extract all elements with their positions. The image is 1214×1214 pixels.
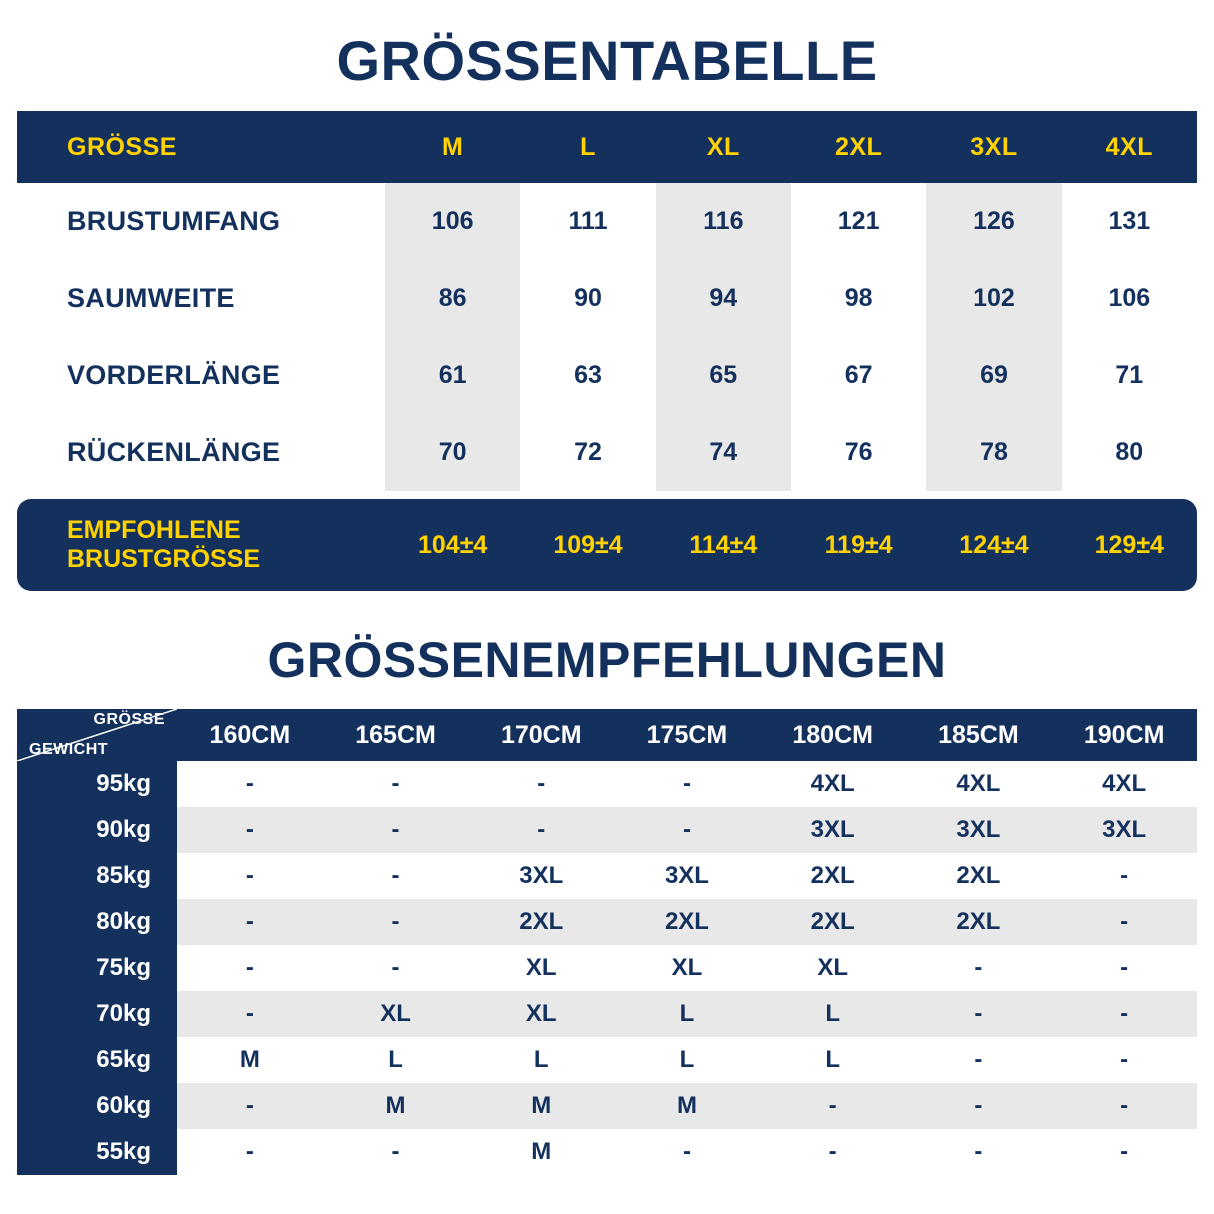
rec-65-175: L: [679, 1046, 695, 1073]
header-cell-l: L: [580, 132, 596, 161]
row-label-vorderlaenge: VORDERLÄNGE: [67, 360, 281, 390]
size-recommendation-thead: [17, 709, 1197, 761]
table-row: [17, 899, 1197, 945]
table-row: [17, 945, 1197, 991]
table-row: [17, 337, 1197, 414]
rec-55-180: -: [828, 1138, 837, 1165]
rec-90-180: 3XL: [760, 807, 906, 853]
cell-rueckenlaenge-xl: 74: [656, 414, 791, 491]
header-cell-m: M: [442, 132, 464, 161]
rec-60-175: M: [614, 1083, 760, 1129]
rec-65-180: L: [825, 1046, 840, 1073]
rec-75-180: XL: [817, 954, 848, 981]
table-row: [17, 1129, 1197, 1175]
weight-label-65: 65kg: [17, 1037, 177, 1083]
table-row: [17, 414, 1197, 491]
recommended-chest-label-line1: EMPFOHLENE: [67, 516, 241, 545]
cell-brustumfang-m: 106: [385, 183, 520, 260]
rec-75-190: -: [1120, 954, 1129, 981]
recommended-chest-xl: 114±4: [689, 530, 758, 559]
rec-90-190: 3XL: [1051, 807, 1197, 853]
header-cell-size: GRÖSSE: [67, 132, 177, 161]
rec-75-170: XL: [525, 954, 557, 981]
size-recommendation-section: [0, 591, 1214, 1175]
header-height-165: 165CM: [355, 720, 436, 749]
rec-60-170: M: [468, 1083, 614, 1129]
recommended-chest-label: [17, 516, 385, 574]
rec-60-160: -: [177, 1083, 323, 1129]
rec-90-160: -: [177, 807, 323, 853]
rec-60-190: -: [1051, 1083, 1197, 1129]
rec-75-160: -: [245, 954, 254, 981]
rec-70-185: -: [906, 991, 1052, 1037]
page-title-size-recommendations: GRÖSSENEMPFEHLUNGEN: [267, 632, 947, 688]
rec-95-185: 4XL: [956, 770, 1001, 797]
header-height-180: 180CM: [792, 720, 873, 749]
weight-label-80: 80kg: [17, 899, 177, 945]
size-chart-tbody: [17, 183, 1197, 491]
rec-85-180: 2XL: [810, 862, 855, 889]
recommended-chest-2xl: 119±4: [824, 530, 893, 559]
rec-75-185: -: [974, 954, 983, 981]
recommended-chest-l: 109±4: [553, 530, 623, 559]
rec-85-170: 3XL: [519, 862, 564, 889]
table-row: [17, 991, 1197, 1037]
header-height-190: 190CM: [1083, 720, 1165, 749]
rec-90-175: -: [614, 807, 760, 853]
weight-label-90: 90kg: [17, 807, 177, 853]
rec-80-170: 2XL: [468, 899, 614, 945]
rec-65-160: M: [239, 1046, 260, 1073]
weight-label-60: 60kg: [17, 1083, 177, 1129]
cell-vorderlaenge-4xl: 71: [1115, 361, 1144, 389]
size-recommendation-panel: [17, 709, 1197, 1175]
rec-55-165: -: [391, 1138, 400, 1165]
recommended-chest-3xl: 124±4: [959, 530, 1029, 559]
cell-vorderlaenge-3xl: 69: [926, 337, 1061, 414]
rec-80-185: 2XL: [906, 899, 1052, 945]
size-chart-thead: [17, 111, 1197, 183]
cell-vorderlaenge-xl: 65: [656, 337, 791, 414]
cell-saumweite-2xl: 98: [844, 284, 873, 312]
cell-brustumfang-2xl: 121: [837, 207, 880, 235]
rec-60-165: M: [323, 1083, 469, 1129]
size-chart-header-row: [17, 111, 1197, 183]
table-row: [17, 1037, 1197, 1083]
rec-65-170: L: [533, 1046, 549, 1073]
recommended-chest-m: 104±4: [417, 530, 488, 559]
weight-label-75: 75kg: [17, 945, 177, 991]
rec-90-170: -: [468, 807, 614, 853]
size-recommendation-tbody: [17, 761, 1197, 1175]
cell-saumweite-4xl: 106: [1108, 284, 1151, 312]
size-chart-panel: [17, 111, 1197, 491]
rec-65-185: -: [974, 1046, 983, 1073]
header-height-170: 170CM: [500, 720, 582, 749]
cell-vorderlaenge-l: 63: [574, 361, 602, 389]
header-height-160: 160CM: [209, 720, 291, 749]
cell-rueckenlaenge-3xl: 78: [926, 414, 1061, 491]
rec-85-165: -: [391, 862, 400, 889]
cell-saumweite-3xl: 102: [926, 260, 1061, 337]
size-chart-table: [17, 111, 1197, 491]
cell-brustumfang-xl: 116: [656, 183, 791, 260]
cell-saumweite-xl: 94: [656, 260, 791, 337]
cell-brustumfang-4xl: 131: [1108, 207, 1151, 235]
header-cell-xl: XL: [706, 132, 740, 161]
weight-label-85: 85kg: [17, 853, 177, 899]
rec-55-185: -: [974, 1138, 983, 1165]
table-row: [17, 260, 1197, 337]
rec-75-175: XL: [671, 954, 703, 981]
rec-85-160: -: [245, 862, 254, 889]
rec-85-175: 3XL: [664, 862, 709, 889]
rec-70-180: L: [760, 991, 906, 1037]
rec-95-175: -: [682, 770, 691, 797]
rec-85-185: 2XL: [956, 862, 1001, 889]
recommended-chest-row: [17, 499, 1197, 591]
cell-saumweite-l: 90: [574, 284, 602, 312]
rec-85-190: -: [1120, 862, 1129, 889]
corner-weight-label: GEWICHT: [29, 741, 109, 758]
table-row: [17, 183, 1197, 260]
rec-95-190: 4XL: [1102, 770, 1147, 797]
cell-brustumfang-l: 111: [568, 207, 608, 235]
rec-65-165: L: [388, 1046, 403, 1073]
cell-rueckenlaenge-4xl: 80: [1115, 438, 1144, 466]
rec-55-190: -: [1120, 1138, 1129, 1165]
rec-70-160: -: [177, 991, 323, 1037]
header-cell-4xl: 4XL: [1105, 132, 1153, 161]
rec-60-185: -: [906, 1083, 1052, 1129]
size-recommendation-header-row: [17, 709, 1197, 761]
rec-70-190: -: [1051, 991, 1197, 1037]
rec-80-190: -: [1051, 899, 1197, 945]
recommended-chest-label-line2: BRUSTGRÖSSE: [67, 545, 261, 573]
table-row: [17, 1083, 1197, 1129]
rec-70-170: XL: [468, 991, 614, 1037]
rec-80-175: 2XL: [614, 899, 760, 945]
size-recommendation-table: [17, 709, 1197, 1175]
weight-label-70: 70kg: [17, 991, 177, 1037]
rec-70-165: XL: [323, 991, 469, 1037]
row-label-rueckenlaenge: RÜCKENLÄNGE: [67, 437, 281, 467]
rec-90-165: -: [323, 807, 469, 853]
rec-90-185: 3XL: [906, 807, 1052, 853]
rec-80-160: -: [177, 899, 323, 945]
cell-vorderlaenge-2xl: 67: [844, 361, 873, 389]
rec-95-160: -: [245, 770, 254, 797]
recommended-chest-4xl: 129±4: [1094, 530, 1164, 559]
rec-55-170: M: [531, 1138, 552, 1165]
rec-95-180: 4XL: [810, 770, 855, 797]
table-row: [17, 853, 1197, 899]
rec-55-175: -: [682, 1138, 691, 1165]
row-label-brustumfang: BRUSTUMFANG: [67, 206, 281, 236]
rec-95-170: -: [537, 770, 546, 797]
weight-label-55: 55kg: [17, 1129, 177, 1175]
row-label-saumweite: SAUMWEITE: [67, 283, 235, 313]
page-title-size-chart: GRÖSSENTABELLE: [336, 29, 878, 92]
cell-rueckenlaenge-2xl: 76: [844, 438, 873, 466]
header-height-175: 175CM: [646, 720, 728, 749]
table-row: [17, 761, 1197, 807]
cell-vorderlaenge-m: 61: [385, 337, 520, 414]
header-cell-3xl: 3XL: [970, 132, 1018, 161]
table-row: [17, 807, 1197, 853]
cell-rueckenlaenge-l: 72: [574, 438, 602, 466]
rec-80-180: 2XL: [760, 899, 906, 945]
cell-rueckenlaenge-m: 70: [385, 414, 520, 491]
cell-saumweite-m: 86: [385, 260, 520, 337]
rec-95-165: -: [391, 770, 400, 797]
header-cell-2xl: 2XL: [834, 132, 883, 161]
header-height-185: 185CM: [938, 720, 1019, 749]
corner-size-label: GRÖSSE: [93, 711, 165, 728]
size-chart-section: [0, 0, 1214, 591]
rec-80-165: -: [323, 899, 469, 945]
cell-brustumfang-3xl: 126: [926, 183, 1061, 260]
corner-header-cell: [17, 709, 177, 761]
rec-55-160: -: [245, 1138, 254, 1165]
rec-60-180: -: [760, 1083, 906, 1129]
rec-70-175: L: [614, 991, 760, 1037]
rec-75-165: -: [391, 954, 400, 981]
rec-65-190: -: [1120, 1046, 1129, 1073]
weight-label-95: 95kg: [17, 761, 177, 807]
